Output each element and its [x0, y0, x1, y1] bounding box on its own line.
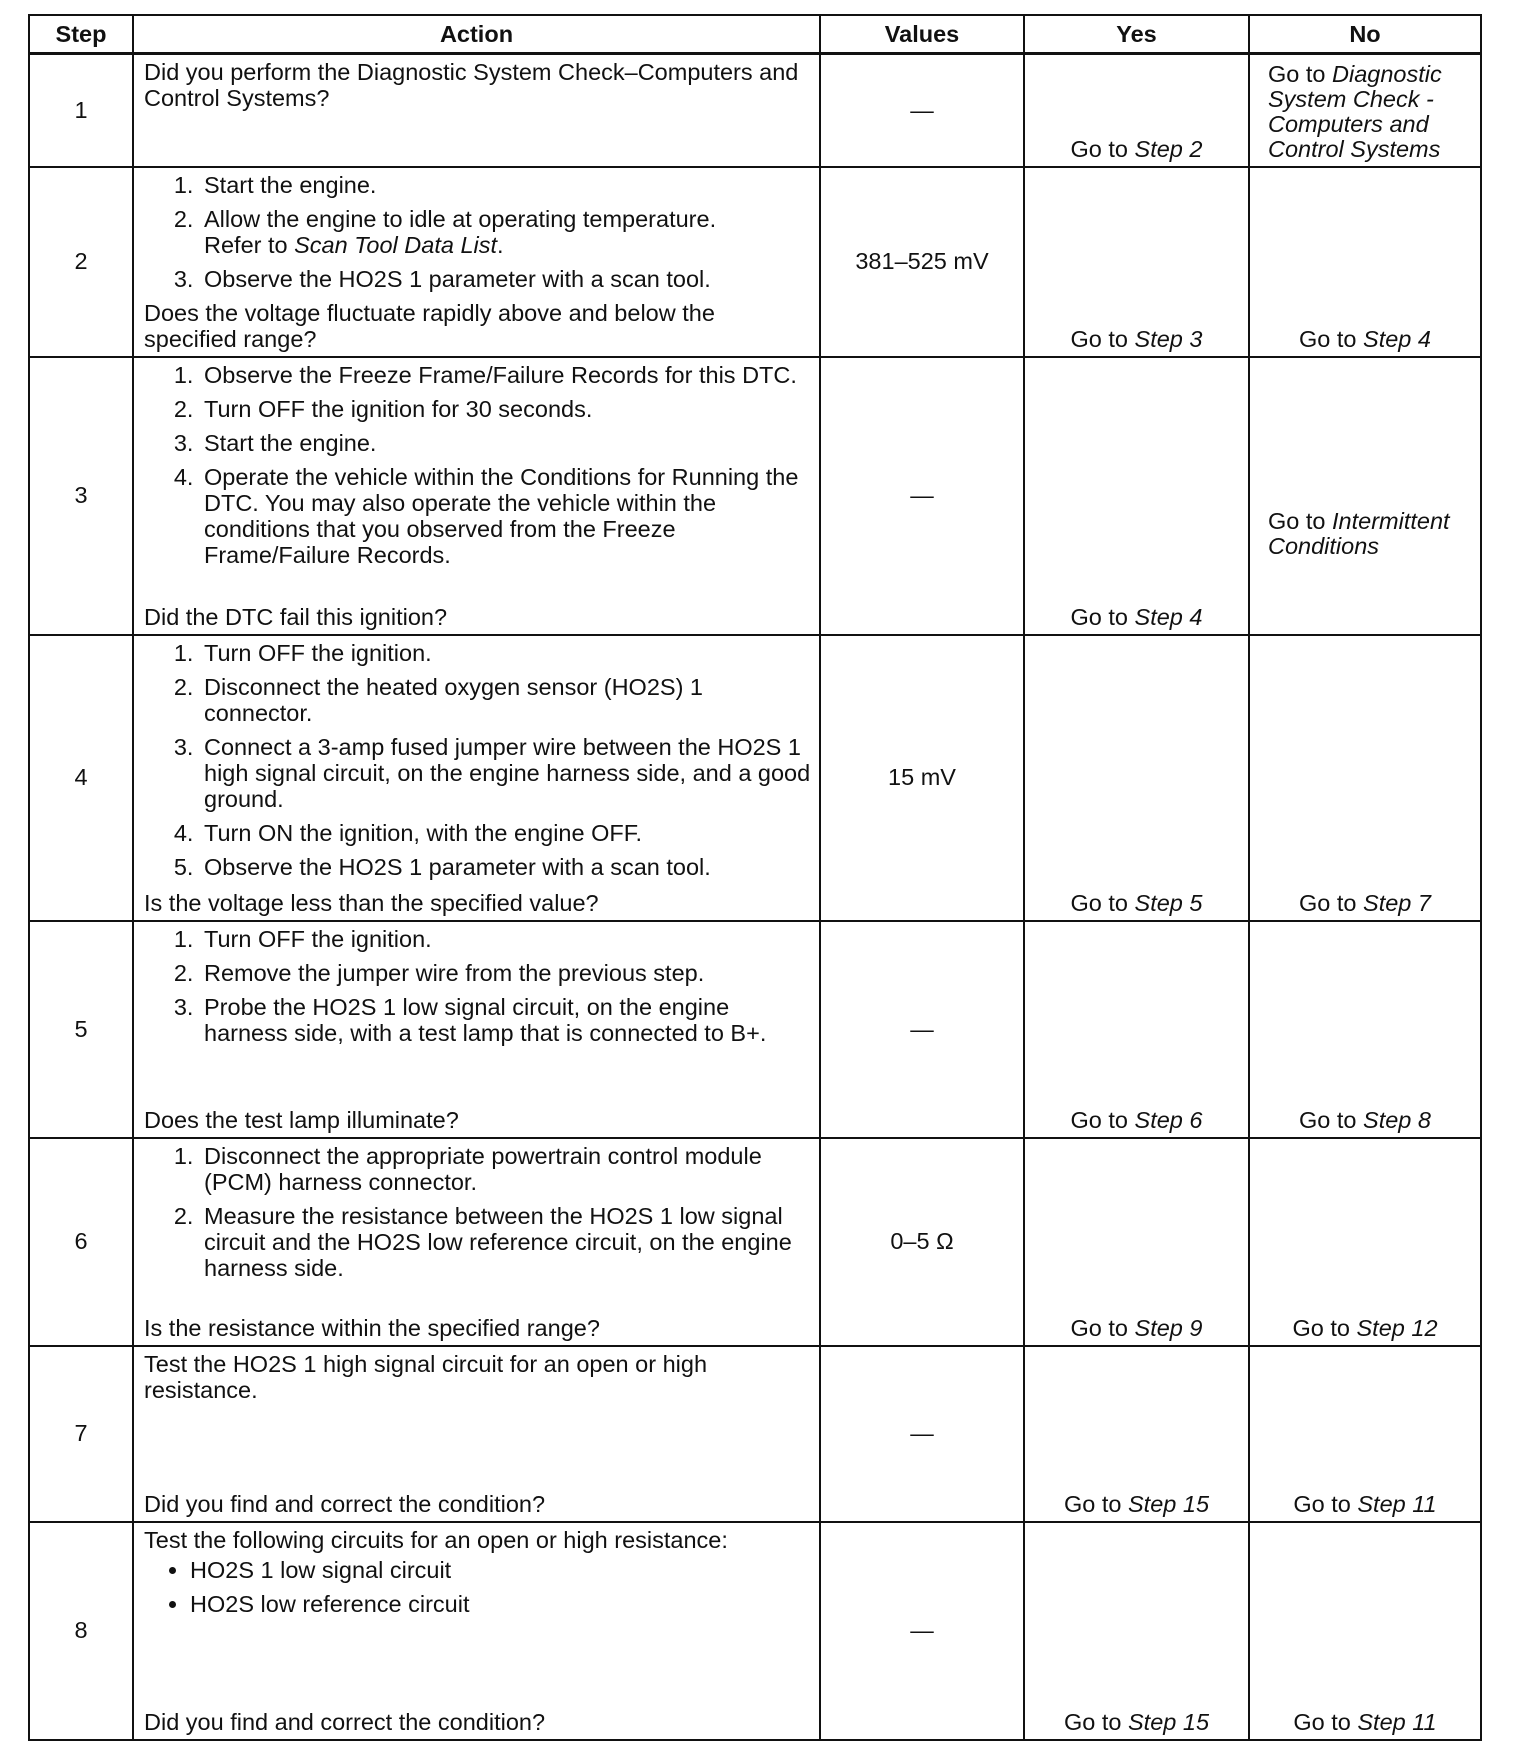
yes-cell [1024, 357, 1249, 635]
action-cell [133, 357, 820, 635]
yes-link[interactable]: Go to Step 3 [1070, 325, 1203, 352]
yes-link[interactable]: Go to Step 9 [1070, 1314, 1203, 1341]
no-link[interactable]: Go to Step 12 [1292, 1314, 1438, 1341]
yes-link[interactable]: Go to Step 4 [1070, 603, 1203, 630]
action-column-header: Action [133, 15, 820, 54]
action-step: 4. Operate the vehicle within the Conditions for Running the DTC. You may also operate the vehicle within the conditions that you observed from the Freeze Frame/Failure Records. [200, 464, 811, 568]
yes-cell [1024, 1346, 1249, 1522]
action-step: 2. Measure the resistance between the HO2S 1 low signal circuit and the HO2S low reference circuit, on the engine harness side. [200, 1203, 811, 1281]
no-cell [1249, 1346, 1481, 1522]
no-link[interactable]: Go to Step 8 [1299, 1106, 1431, 1133]
value-cell: — [820, 1346, 1024, 1522]
no-cell [1249, 921, 1481, 1138]
no-cell [1249, 635, 1481, 921]
action-question: Is the resistance within the specified range? [144, 1314, 600, 1341]
table-row [29, 54, 1481, 167]
scan-tool-data-list-link[interactable]: Scan Tool Data List [294, 231, 498, 258]
table-row [29, 357, 1481, 635]
action-step: 5. Observe the HO2S 1 parameter with a scan tool. [200, 854, 811, 880]
action-cell [133, 1522, 820, 1740]
no-link[interactable]: Go to Intermittent Conditions [1268, 507, 1450, 559]
value-cell: — [820, 1522, 1024, 1740]
action-question: Did you find and correct the condition? [144, 1708, 546, 1735]
action-steps [144, 362, 811, 576]
step-number: 7 [29, 1346, 133, 1522]
no-cell [1249, 1522, 1481, 1740]
no-cell [1249, 1138, 1481, 1346]
table-row [29, 167, 1481, 357]
values-column-header: Values [820, 15, 1024, 54]
table-row [29, 1138, 1481, 1346]
action-instruction: Test the HO2S 1 high signal circuit for an open or high resistance. [144, 1350, 708, 1403]
step-number: 4 [29, 635, 133, 921]
table-header-row [29, 15, 1481, 54]
action-question: Is the voltage less than the specified value? [144, 889, 599, 916]
action-step: 1. Disconnect the appropriate powertrain control module (PCM) harness connector. [200, 1143, 811, 1195]
action-cell [133, 54, 820, 167]
circuit-item: • HO2S low reference circuit [190, 1591, 811, 1617]
step-number: 6 [29, 1138, 133, 1346]
no-column-header: No [1249, 15, 1481, 54]
value-cell: — [820, 54, 1024, 167]
yes-cell [1024, 167, 1249, 357]
table-row [29, 1522, 1481, 1740]
yes-link[interactable]: Go to Step 15 [1063, 1490, 1210, 1517]
action-step: 3. Observe the HO2S 1 parameter with a scan tool. [200, 266, 811, 292]
circuit-list [144, 1557, 811, 1617]
no-cell [1249, 357, 1481, 635]
action-question: Did the DTC fail this ignition? [144, 603, 448, 630]
yes-cell [1024, 1522, 1249, 1740]
no-link[interactable]: Go to Step 11 [1293, 1490, 1437, 1517]
action-cell [133, 167, 820, 357]
yes-cell [1024, 635, 1249, 921]
action-steps [144, 172, 811, 300]
no-link[interactable]: Go to Diagnostic System Check - Computers and Control Systems [1268, 60, 1442, 162]
yes-cell [1024, 1138, 1249, 1346]
no-link[interactable]: Go to Step 7 [1299, 889, 1431, 916]
step-number: 1 [29, 54, 133, 167]
action-step: 3. Probe the HO2S 1 low signal circuit, on the engine harness side, with a test lamp that is connected to B+. [200, 994, 811, 1046]
yes-link[interactable]: Go to Step 5 [1070, 889, 1203, 916]
action-step: 1. Observe the Freeze Frame/Failure Records for this DTC. [200, 362, 811, 388]
action-steps [144, 1143, 811, 1289]
yes-link[interactable]: Go to Step 6 [1070, 1106, 1203, 1133]
value-cell: — [820, 921, 1024, 1138]
value-cell: 15 mV [820, 635, 1024, 921]
action-cell [133, 1346, 820, 1522]
action-step: 1. Turn OFF the ignition. [200, 926, 811, 952]
action-step: 2. Remove the jumper wire from the previous step. [200, 960, 811, 986]
yes-link[interactable]: Go to Step 2 [1070, 135, 1203, 162]
yes-cell [1024, 921, 1249, 1138]
step-number: 3 [29, 357, 133, 635]
yes-link[interactable]: Go to Step 15 [1063, 1708, 1210, 1735]
value-cell: — [820, 357, 1024, 635]
action-steps [144, 640, 811, 888]
table-row [29, 635, 1481, 921]
action-question: Does the voltage fluctuate rapidly above and below the specified range? [144, 299, 715, 352]
table-row [29, 921, 1481, 1138]
action-question: Did you find and correct the condition? [144, 1490, 546, 1517]
action-step: 3. Start the engine. [200, 430, 811, 456]
step-number: 8 [29, 1522, 133, 1740]
no-cell [1249, 167, 1481, 357]
circuit-item: • HO2S 1 low signal circuit [190, 1557, 811, 1583]
no-link[interactable]: Go to Step 11 [1293, 1708, 1437, 1735]
action-step: 2. Turn OFF the ignition for 30 seconds. [200, 396, 811, 422]
action-steps [144, 926, 811, 1054]
action-question: Does the test lamp illuminate? [144, 1106, 459, 1133]
value-cell: 0–5 Ω [820, 1138, 1024, 1346]
no-cell [1249, 54, 1481, 167]
action-step: 1. Start the engine. [200, 172, 811, 198]
action-step: 3. Connect a 3-amp fused jumper wire between the HO2S 1 high signal circuit, on the engine harness side, and a good ground. [200, 734, 811, 812]
step-number: 5 [29, 921, 133, 1138]
value-cell: 381–525 mV [820, 167, 1024, 357]
no-link[interactable]: Go to Step 4 [1299, 325, 1431, 352]
yes-column-header: Yes [1024, 15, 1249, 54]
action-cell [133, 1138, 820, 1346]
action-question: Did you perform the Diagnostic System Check–Computers and Control Systems? [144, 59, 799, 111]
yes-cell [1024, 54, 1249, 167]
action-step: 2. Allow the engine to idle at operating temperature. Refer to Scan Tool Data List. [200, 206, 811, 258]
step-column-header: Step [29, 15, 133, 54]
action-instruction: Test the following circuits for an open or high resistance: [144, 1526, 728, 1553]
action-step: 1. Turn OFF the ignition. [200, 640, 811, 666]
action-step: 2. Disconnect the heated oxygen sensor (HO2S) 1 connector. [200, 674, 811, 726]
diagnostic-table [28, 14, 1482, 1741]
table-row [29, 1346, 1481, 1522]
action-cell [133, 921, 820, 1138]
step-number: 2 [29, 167, 133, 357]
action-cell [133, 635, 820, 921]
action-step: 4. Turn ON the ignition, with the engine OFF. [200, 820, 811, 846]
